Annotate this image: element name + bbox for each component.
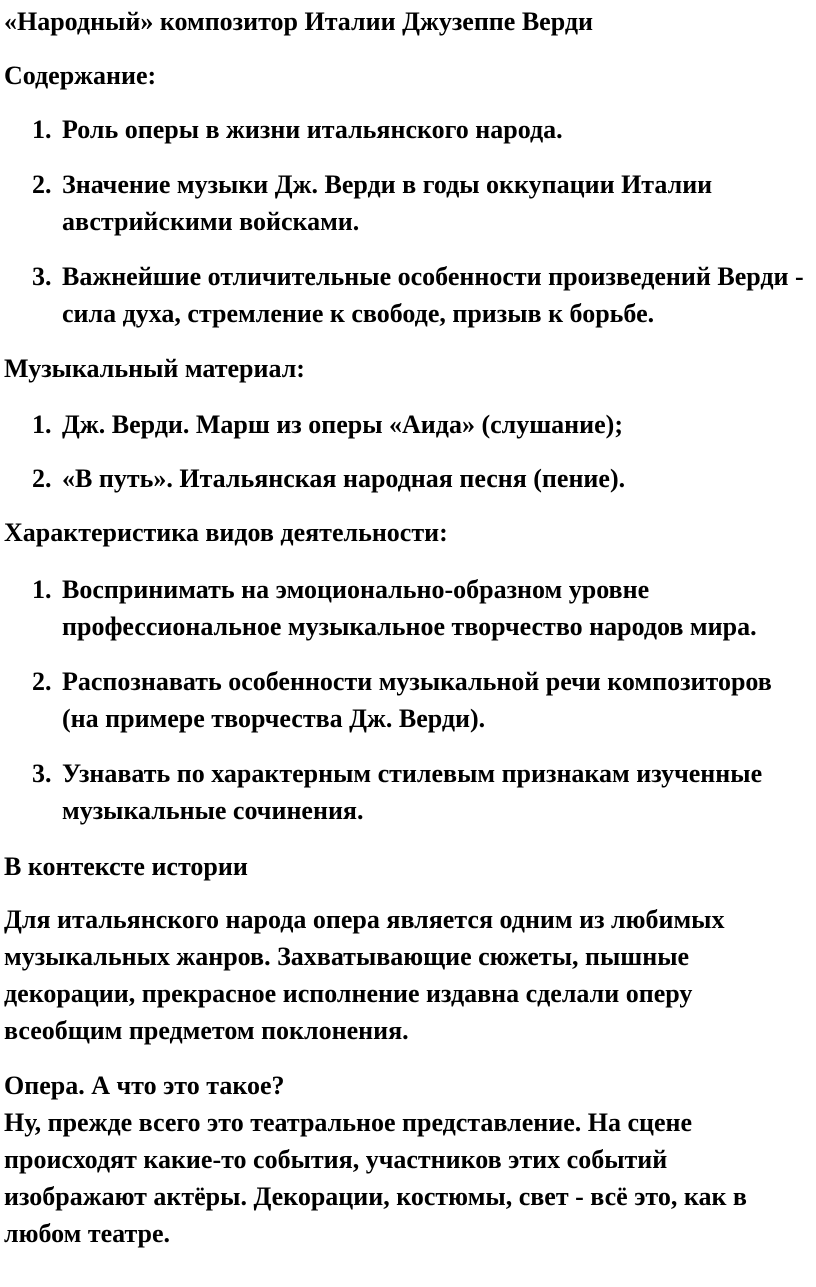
- list-item-text: Узнавать по характерным стилевым признакам изученные музыкальные сочинения.: [62, 759, 763, 825]
- list-number: 3.: [32, 759, 52, 788]
- contents-item-1: [4, 111, 814, 148]
- list-item-text: Значение музыки Дж. Верди в годы оккупации Италии австрийскими войсками.: [62, 170, 713, 236]
- document-title: «Народный» композитор Италии Джузеппе Верди: [4, 7, 593, 36]
- list-item-text: Распознавать особенности музыкальной речи композиторов (на примере творчества Дж. Верди).: [62, 667, 772, 733]
- list-number: 1.: [32, 115, 52, 144]
- activities-item-2: [4, 663, 814, 737]
- music-material-heading: Музыкальный материал:: [4, 354, 305, 383]
- activities-list: [4, 571, 814, 829]
- history-paragraph: Для итальянского народа опера является одним из любимых музыкальных жанров. Захватывающие сюжеты, пышные декорации, прекрасное исполнение издавна сделали оперу всеобщим предметом поклонения.: [4, 905, 725, 1045]
- opera-answer: Ну, прежде всего это театральное представление. На сцене происходят какие-то события, участников этих событий изображают актёры. Декорации, костюмы, свет - всё это, как в любом театре.: [4, 1108, 747, 1248]
- list-number: 2.: [32, 170, 52, 199]
- contents-heading: Содержание:: [4, 61, 157, 90]
- list-number: 3.: [32, 262, 52, 291]
- contents-item-3: [4, 258, 814, 332]
- list-number: 2.: [32, 464, 52, 493]
- music-material-item-1: [4, 406, 814, 443]
- opera-question: Опера. А что это такое?: [4, 1071, 285, 1100]
- activities-item-1: [4, 571, 814, 645]
- list-item-text: «В путь». Итальянская народная песня (пение).: [62, 464, 626, 493]
- list-item-text: Воспринимать на эмоционально-образном уровне профессиональное музыкальное творчество народов мира.: [62, 575, 757, 641]
- music-material-list: [4, 406, 814, 497]
- document-page: [4, 0, 814, 1252]
- activities-heading: Характеристика видов деятельности:: [4, 518, 448, 547]
- contents-item-2: [4, 166, 814, 240]
- list-item-text: Важнейшие отличительные особенности произведений Верди - сила духа, стремление к свободе, призыв к борьбе.: [62, 262, 804, 328]
- activities-item-3: [4, 755, 814, 829]
- list-number: 2.: [32, 667, 52, 696]
- list-item-text: Роль оперы в жизни итальянского народа.: [62, 115, 563, 144]
- list-number: 1.: [32, 575, 52, 604]
- list-item-text: Дж. Верди. Марш из оперы «Аида» (слушание);: [62, 410, 623, 439]
- contents-list: [4, 111, 814, 332]
- list-number: 1.: [32, 410, 52, 439]
- music-material-item-2: [4, 460, 814, 497]
- history-heading: В контексте истории: [4, 852, 248, 881]
